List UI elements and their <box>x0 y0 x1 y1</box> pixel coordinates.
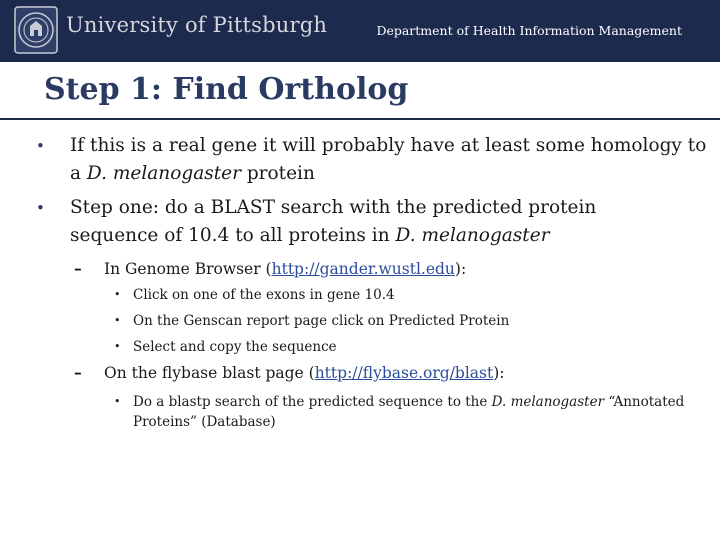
list-item: • On the Genscan report page click on Predicted Protein <box>114 313 510 329</box>
bullet-dot-icon: • <box>114 395 121 408</box>
bullet-dot-icon: • <box>36 137 45 155</box>
flybase-link[interactable]: http://flybase.org/blast <box>314 364 494 382</box>
department-name: Department of Health Information Management <box>376 23 682 38</box>
title-divider <box>0 118 720 120</box>
bullet-dot-icon: • <box>36 199 45 217</box>
university-seal-icon <box>14 6 58 54</box>
list-item: • Click on one of the exons in gene 10.4 <box>114 287 395 303</box>
bullet-dot-icon: • <box>114 314 121 327</box>
dash-icon: – <box>74 363 82 382</box>
gander-link[interactable]: http://gander.wustl.edu <box>271 260 455 278</box>
slide-title: Step 1: Find Ortholog <box>44 72 409 107</box>
list-item: • Select and copy the sequence <box>114 339 337 355</box>
bullet-1: • If this is a real gene it will probably have at least some homology to a D. melanogaster protein <box>70 132 710 188</box>
bullet-dot-icon: • <box>114 288 121 301</box>
dash-icon: – <box>74 259 82 278</box>
list-item: • Do a blastp search of the predicted sequence to the D. melanogaster “Annotated Proteins” (Database) <box>114 394 685 430</box>
sub-bullet-flybase: – On the flybase blast page (http://flybase.org/blast): <box>74 363 505 382</box>
university-name: University of Pittsburgh <box>66 13 328 37</box>
bullet-2: • Step one: do a BLAST search with the predicted protein sequence of 10.4 to all proteins in D. melanogaster <box>70 194 670 250</box>
header-bar <box>0 0 720 62</box>
sub-bullet-genome-browser: – In Genome Browser (http://gander.wustl.edu): <box>74 259 467 278</box>
bullet-dot-icon: • <box>114 340 121 353</box>
